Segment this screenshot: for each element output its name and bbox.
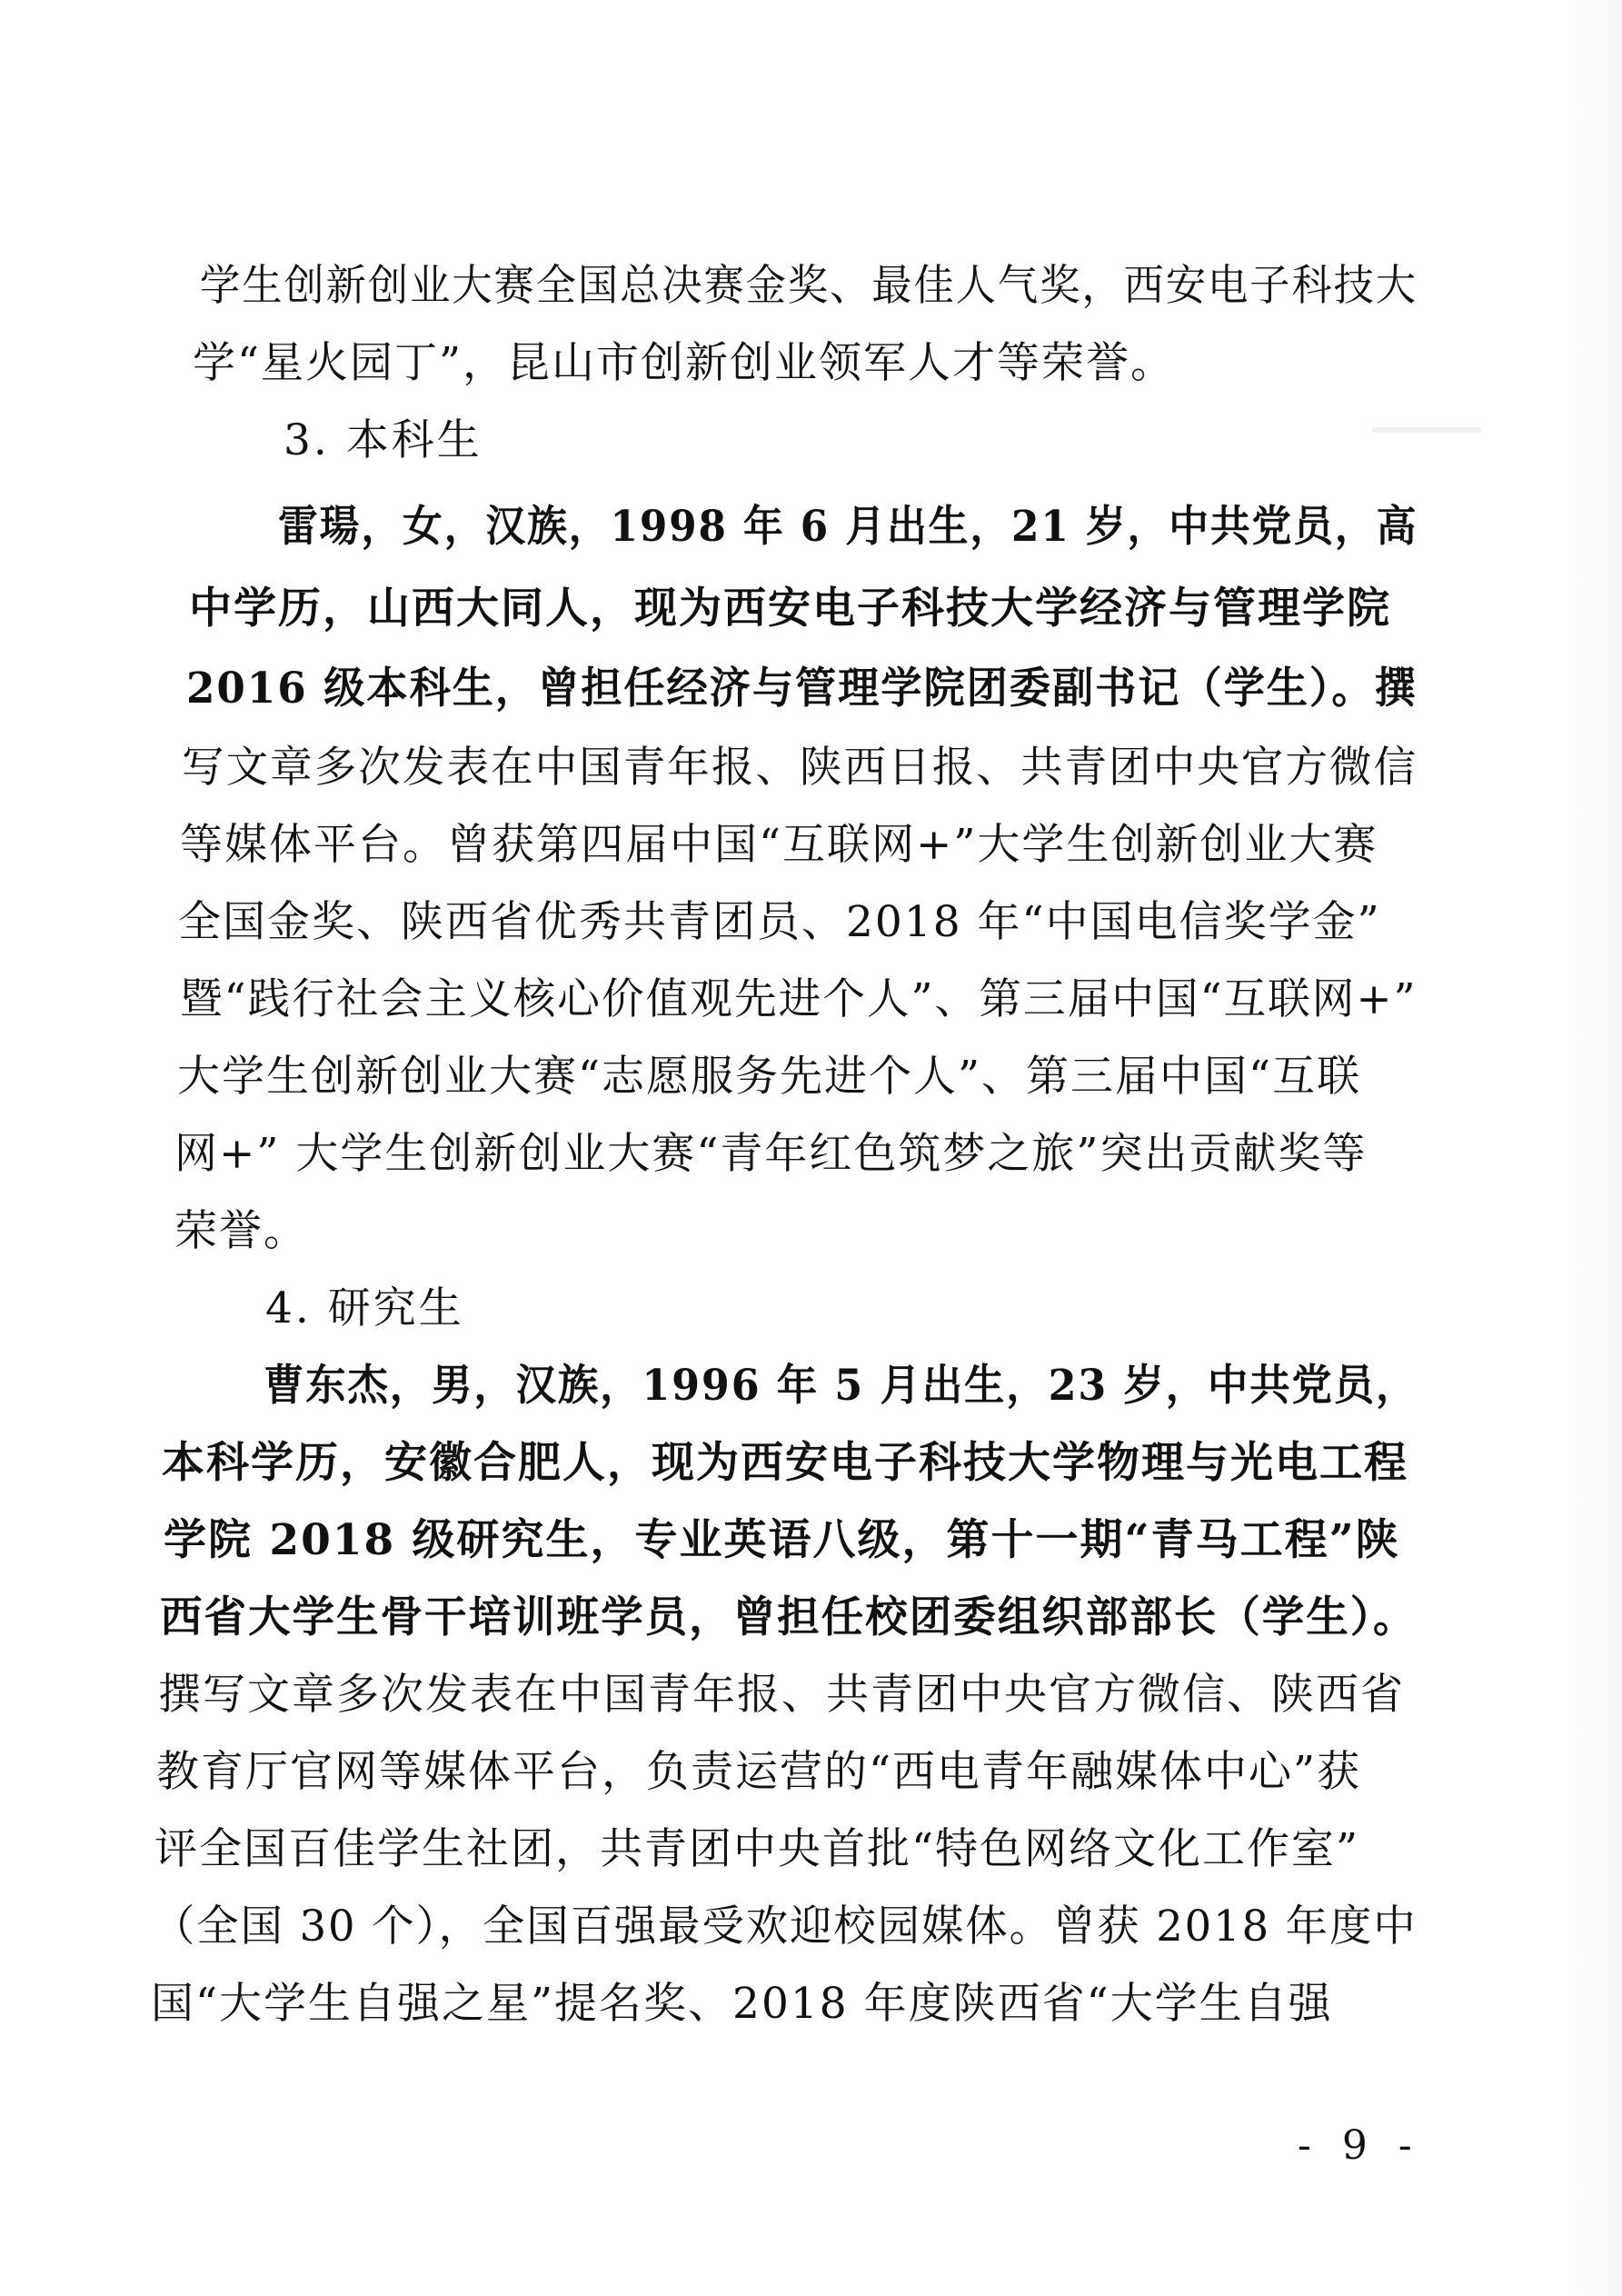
body-line: 大学生创新创业大赛“志愿服务先进个人”、第三届中国“互联	[177, 1052, 1362, 1102]
body-line: 等媒体平台。曾获第四届中国“互联网+”大学生创新创业大赛	[180, 820, 1378, 870]
body-line: 网+” 大学生创新创业大赛“青年红色筑梦之旅”突出贡献奖等	[174, 1129, 1368, 1179]
section-heading-undergraduate: 3. 本科生	[284, 415, 483, 465]
body-line: 学“星火园丁”，昆山市创新创业领军人才等荣誉。	[193, 338, 1176, 388]
body-line: 西省大学生骨干培训班学员，曾担任校团委组织部部长（学生）。	[160, 1592, 1418, 1642]
section-heading-graduate: 4. 研究生	[265, 1283, 464, 1333]
body-line: 国“大学生自强之星”提名奖、2018 年度陕西省“大学生自强	[151, 1979, 1333, 2029]
body-line: 学院 2018 级研究生，专业英语八级，第十一期“青马工程”陕	[164, 1515, 1400, 1565]
body-line: 本科学历，安徽合肥人，现为西安电子科技大学物理与光电工程	[162, 1438, 1408, 1488]
scan-edge-shadow	[1567, 0, 1622, 2296]
body-line: 雷瑒，女，汉族，1998 年 6 月出生，21 岁，中共党员，高	[278, 502, 1418, 552]
body-line: 评全国百佳学生社团，共青团中央首批“特色网络文化工作室”	[154, 1824, 1360, 1874]
body-line: 曹东杰，男，汉族，1996 年 5 月出生，23 岁，中共党员，	[264, 1361, 1418, 1411]
body-line: 荣誉。	[174, 1206, 308, 1256]
body-line: 暨“践行社会主义核心价值观先进个人”、第三届中国“互联网+”	[180, 974, 1418, 1024]
body-line: 学生创新创业大赛全国总决赛金奖、最佳人气奖，西安电子科技大	[200, 261, 1418, 311]
body-line: 全国金奖、陕西省优秀共青团员、2018 年“中国电信奖学金”	[178, 897, 1381, 947]
body-line: 2016 级本科生，曾担任经济与管理学院团委副书记（学生）。撰	[186, 664, 1418, 714]
body-line: 中学历，山西大同人，现为西安电子科技大学经济与管理学院	[189, 584, 1391, 634]
page-number: - 9 -	[1298, 2122, 1421, 2169]
body-line: （全国 30 个），全国百强最受欢迎校园媒体。曾获 2018 年度中	[153, 1902, 1418, 1952]
body-line: 教育厅官网等媒体平台，负责运营的“西电青年融媒体中心”获	[156, 1747, 1362, 1797]
body-line: 写文章多次发表在中国青年报、陕西日报、共青团中央官方微信	[182, 743, 1418, 793]
body-line: 撰写文章多次发表在中国青年报、共青团中央官方微信、陕西省	[158, 1670, 1405, 1720]
scan-artifact	[1372, 427, 1481, 433]
